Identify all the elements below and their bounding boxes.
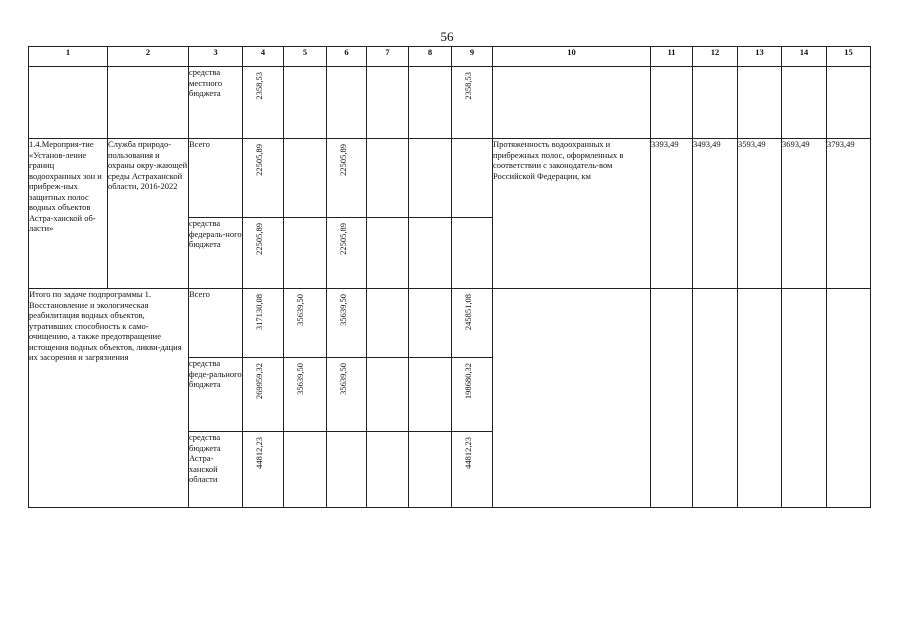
col5-cell: [284, 289, 327, 358]
funding-source: Всего: [189, 289, 243, 358]
col4-value: 44812,23: [254, 437, 264, 469]
header-cell-15: 15: [827, 47, 871, 67]
col9-cell: [452, 289, 493, 358]
indicator-value-11: 3393,49: [651, 139, 693, 289]
col4-cell: [243, 358, 284, 432]
col6-value: 22505,89: [338, 144, 348, 176]
col6-cell: [327, 358, 367, 432]
header-cell-5: 5: [284, 47, 327, 67]
header-cell-9: 9: [452, 47, 493, 67]
header-cell-12: 12: [693, 47, 738, 67]
table-row: [29, 67, 871, 139]
header-cell-10: 10: [493, 47, 651, 67]
header-cell-4: 4: [243, 47, 284, 67]
col4-cell: [243, 218, 284, 289]
event-cell: [29, 67, 108, 139]
col4-cell: [243, 139, 284, 218]
indicator-value-12: 3493,49: [693, 139, 738, 289]
header-cell-13: 13: [738, 47, 782, 67]
indicator-value-14: 3693,49: [782, 139, 827, 289]
header-cell-14: 14: [782, 47, 827, 67]
header-cell-11: 11: [651, 47, 693, 67]
col6-value: 22505,89: [338, 223, 348, 255]
event-title: 1.4.Мероприя-тие «Установ-ление границ водоохранных зон и прибреж-ных защитных полос водных объектов Астра-ханской об-ласти»: [29, 139, 108, 289]
header-cell-1: 1: [29, 47, 108, 67]
col6-cell: [327, 139, 367, 218]
col4-value: 22505,89: [254, 223, 264, 255]
indicator-value-13: 3593,49: [738, 139, 782, 289]
col4-cell: [243, 432, 284, 508]
executor-cell: [108, 67, 189, 139]
header-cell-7: 7: [367, 47, 409, 67]
col9-cell: [452, 432, 493, 508]
page-number: 56: [440, 29, 454, 44]
funding-source: средства местного бюджета: [189, 67, 243, 139]
col6-value: 35639,50: [338, 294, 348, 326]
total-label: Итого по задаче подпрограммы 1. Восстановление и экологическая реабилитация водных объектов, утративших способность к само-очищению, а также предотвращение истощения водных объектов, ликви-дация их засорения и загрязнения: [29, 289, 189, 508]
col9-value: 245851,08: [463, 294, 473, 331]
col9-cell: [452, 67, 493, 139]
header-cell-3: 3: [189, 47, 243, 67]
funding-source: средства феде-рального бюджета: [189, 358, 243, 432]
header-cell-8: 8: [409, 47, 452, 67]
col4-cell: [243, 67, 284, 139]
funding-source: средства федераль-ного бюджета: [189, 218, 243, 289]
col9-cell: [452, 358, 493, 432]
col9-value: 198680,32: [463, 363, 473, 400]
funding-source: средства бюджета Астра-ханской области: [189, 432, 243, 508]
indicator-value-15: 3793,49: [827, 139, 871, 289]
col9-value: 44812,23: [463, 437, 473, 469]
col6-cell: [327, 218, 367, 289]
col4-value: 22505,89: [254, 144, 264, 176]
col4-cell: [243, 289, 284, 358]
col6-value: 35639,50: [338, 363, 348, 395]
col5-value: 35639,50: [295, 294, 305, 326]
col6-cell: [327, 289, 367, 358]
header-cell-6: 6: [327, 47, 367, 67]
header-cell-2: 2: [108, 47, 189, 67]
executor-name: Служба природо-пользования и охраны окру-жающей среды Астраханской области, 2016-2022: [108, 139, 189, 289]
budget-table: [28, 46, 871, 508]
col4-value: 317130,08: [254, 294, 264, 331]
col5-cell: [284, 358, 327, 432]
col9-value: 2358,53: [463, 72, 473, 100]
col4-value: 269959,32: [254, 363, 264, 400]
table-row: [29, 289, 871, 358]
funding-source: Всего: [189, 139, 243, 218]
table-row: [29, 139, 871, 218]
indicator-text: Протяженность водоохранных и прибрежных полос, оформленных в соответствии с законодатель-вом Российской Федерации, км: [493, 139, 651, 289]
col4-value: 2358,53: [254, 72, 264, 100]
col5-value: 35639,50: [295, 363, 305, 395]
header-row: [29, 47, 871, 67]
